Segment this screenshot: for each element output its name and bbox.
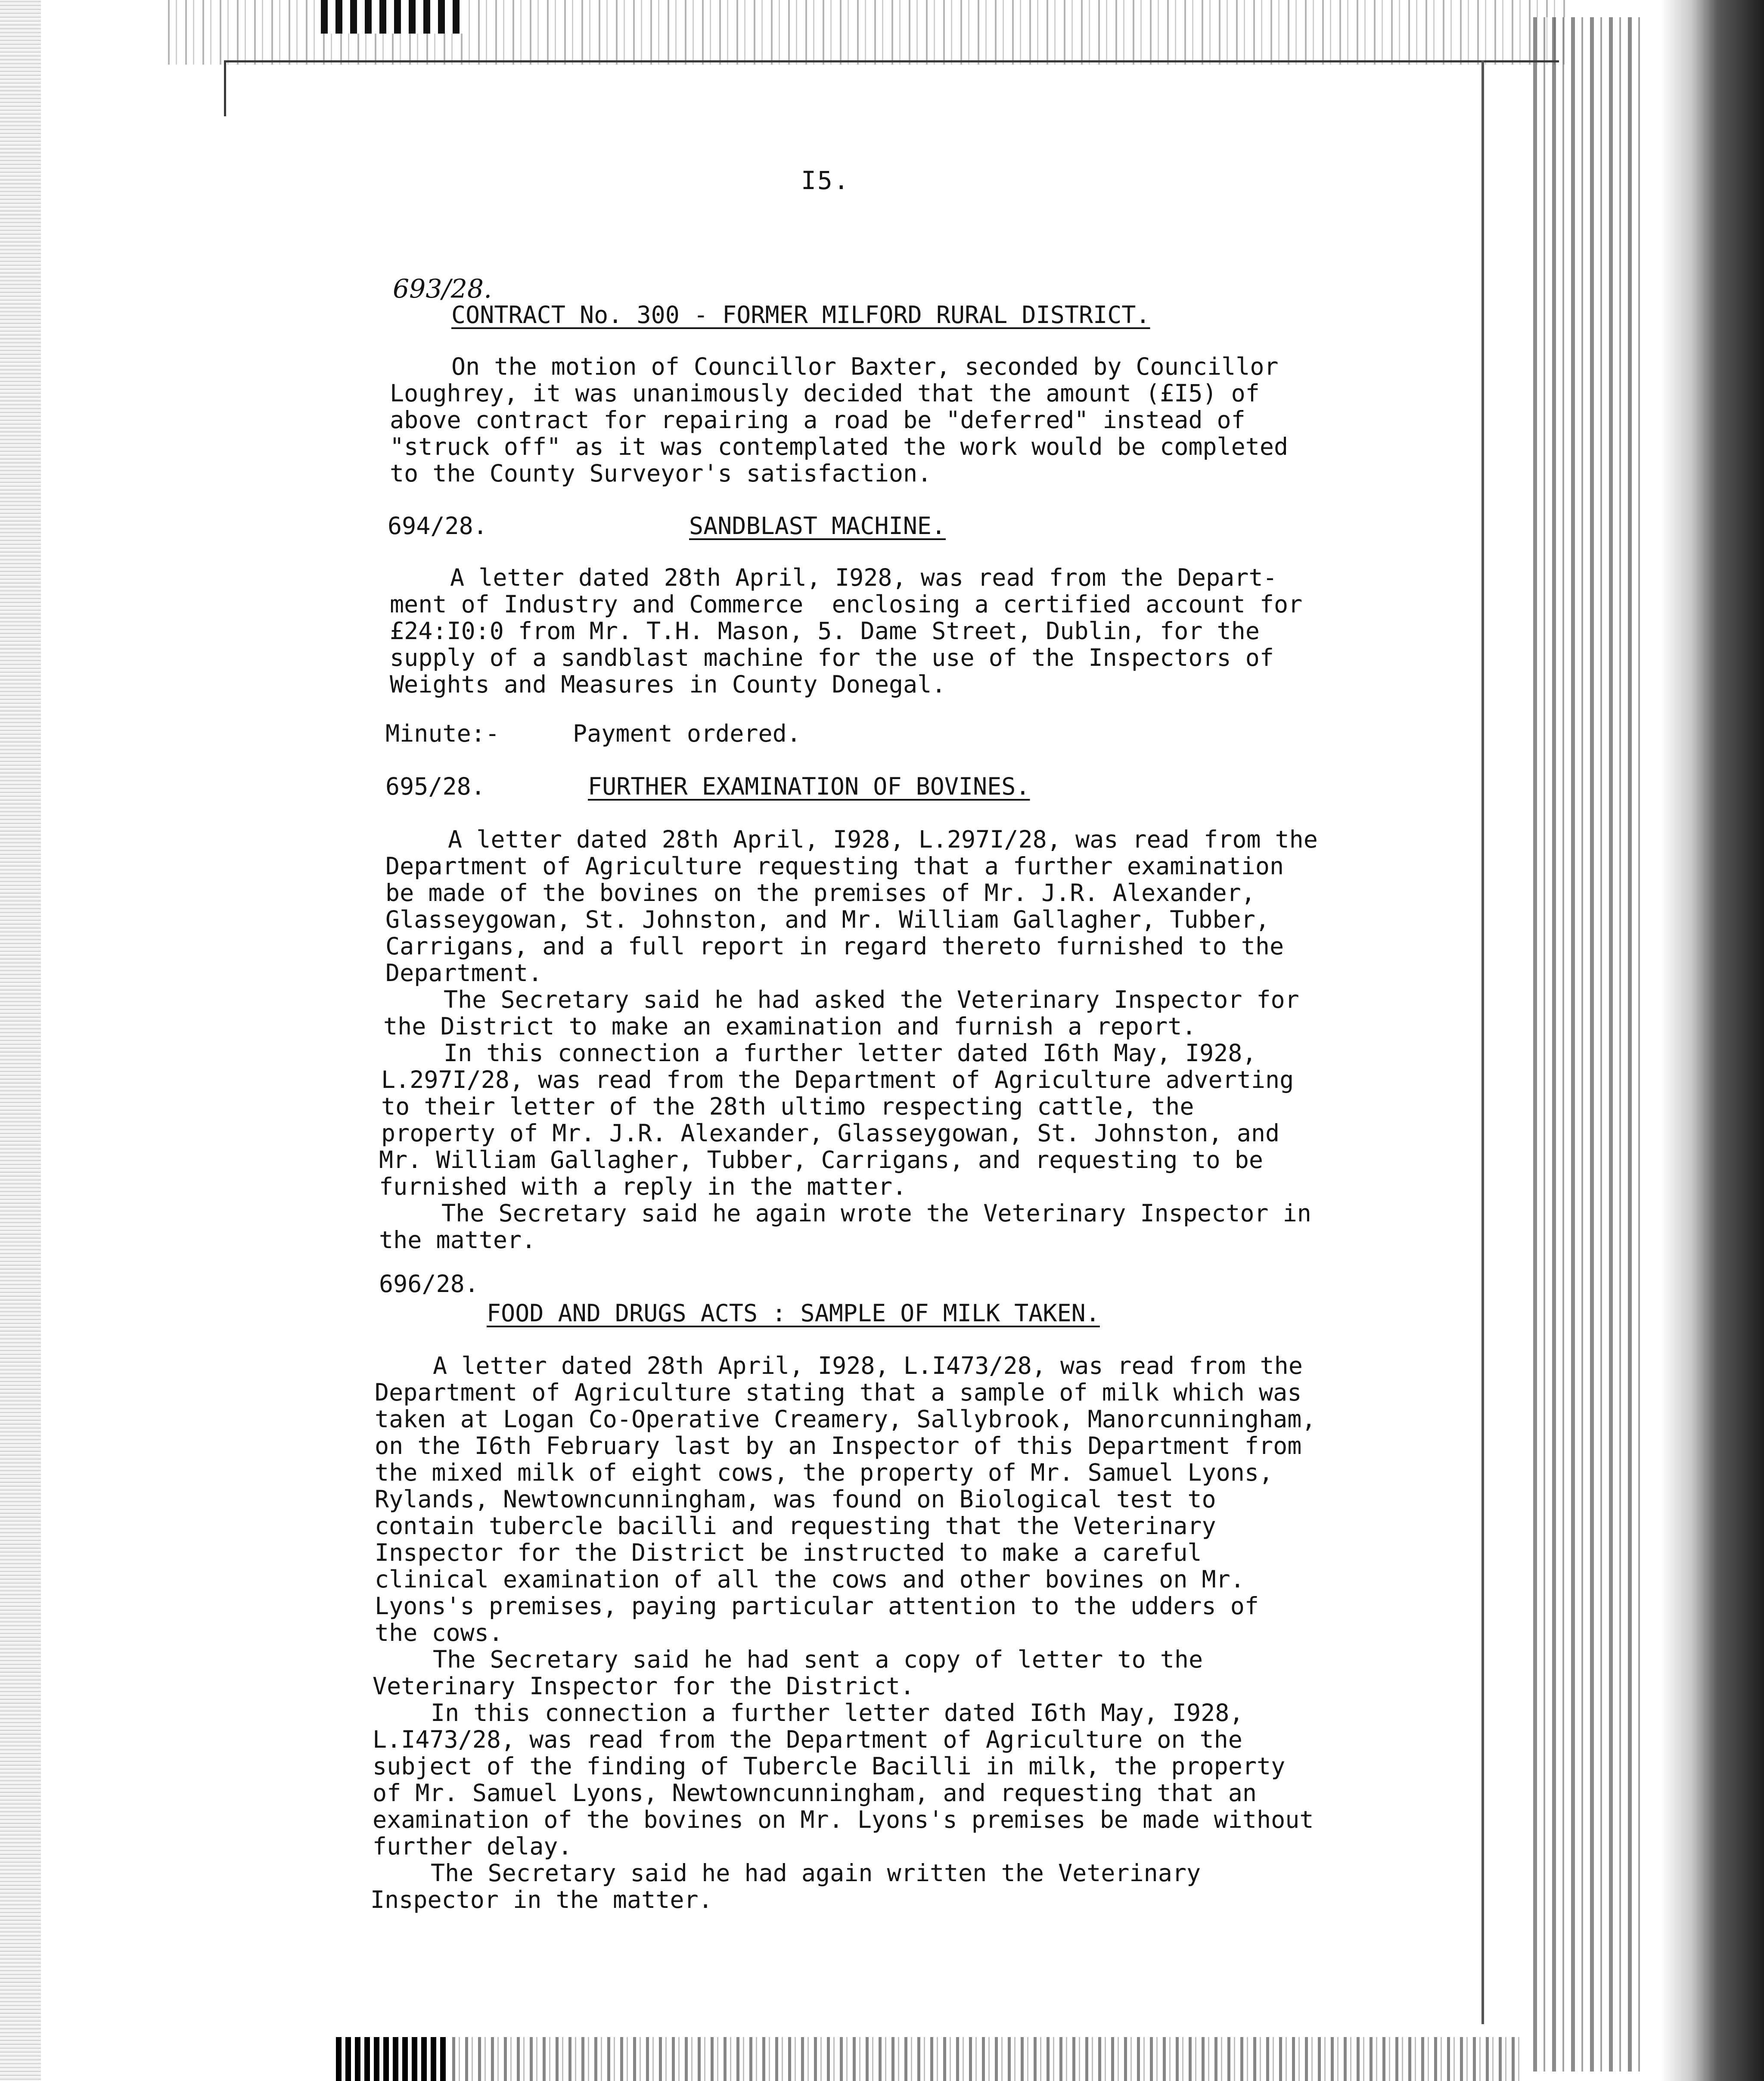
para-694-line-3: £24:I0:0 from Mr. T.H. Mason, 5. Dame Street, Dublin, for the bbox=[390, 617, 1260, 645]
para-696c-line-4: of Mr. Samuel Lyons, Newtowncunningham, and requesting that an bbox=[373, 1779, 1257, 1807]
minute-ref-696: 696/28. bbox=[379, 1270, 479, 1298]
para-695c-line-5: Mr. William Gallagher, Tubber, Carrigans, and requesting to be bbox=[379, 1146, 1263, 1174]
para-695b-line-1: The Secretary said he had asked the Veterinary Inspector for bbox=[444, 986, 1299, 1013]
para-693-line-5: to the County Surveyor's satisfaction. bbox=[390, 460, 932, 487]
para-695c-line-4: property of Mr. J.R. Alexander, Glasseygowan, St. Johnston, and bbox=[381, 1119, 1280, 1147]
heading-further-examination: FURTHER EXAMINATION OF BOVINES. bbox=[588, 773, 1030, 800]
para-696d-line-2: Inspector in the matter. bbox=[370, 1886, 713, 1913]
para-696a-line-1: A letter dated 28th April, I928, L.I473/28, was read from the bbox=[433, 1352, 1303, 1379]
para-695a-line-5: Carrigans, and a full report in regard thereto furnished to the bbox=[385, 932, 1284, 960]
para-695a-line-6: Department. bbox=[385, 959, 543, 987]
para-696a-line-2: Department of Agriculture stating that a sample of milk which was bbox=[375, 1379, 1302, 1406]
para-696a-line-8: Inspector for the District be instructed to make a careful bbox=[375, 1539, 1202, 1566]
para-695d-line-1: The Secretary said he again wrote the Veterinary Inspector in bbox=[441, 1199, 1311, 1227]
para-696a-line-4: on the I6th February last by an Inspector of this Department from bbox=[375, 1432, 1302, 1460]
para-696c-line-2: L.I473/28, was read from the Department of Agriculture on the bbox=[373, 1726, 1242, 1753]
para-695c-line-6: furnished with a reply in the matter. bbox=[379, 1173, 907, 1200]
para-696a-line-5: the mixed milk of eight cows, the property of Mr. Samuel Lyons, bbox=[375, 1459, 1273, 1486]
para-695b-line-2: the District to make an examination and furnish a report. bbox=[383, 1013, 1196, 1040]
para-695a-line-2: Department of Agriculture requesting that a further examination bbox=[385, 852, 1284, 880]
minute-text: Payment ordered. bbox=[573, 720, 801, 747]
para-695a-line-4: Glasseygowan, St. Johnston, and Mr. William Gallagher, Tubber, bbox=[385, 906, 1270, 933]
scan-top-block bbox=[321, 0, 467, 34]
minute-label: Minute:- bbox=[385, 720, 500, 747]
page-left-rule bbox=[224, 60, 226, 116]
para-695a-line-3: be made of the bovines on the premises of Mr. J.R. Alexander, bbox=[385, 879, 1255, 907]
para-694-line-2: ment of Industry and Commerce enclosing a certified account for bbox=[390, 590, 1303, 618]
para-696c-line-3: subject of the finding of Tubercle Bacilli in milk, the property bbox=[373, 1752, 1286, 1780]
scan-left-edge bbox=[0, 0, 41, 2081]
minute-ref-695: 695/28. bbox=[385, 773, 485, 800]
para-694-line-1: A letter dated 28th April, I928, was read from the Depart- bbox=[450, 564, 1277, 591]
para-696d-line-1: The Secretary said he had again written the Veterinary bbox=[431, 1859, 1201, 1887]
scan-right-shadow bbox=[1661, 0, 1764, 2081]
scan-bottom-band bbox=[336, 2037, 1525, 2081]
para-696b-line-1: The Secretary said he had sent a copy of letter to the bbox=[433, 1646, 1203, 1673]
para-695c-line-3: to their letter of the 28th ultimo respecting cattle, the bbox=[381, 1093, 1194, 1120]
para-696b-line-2: Veterinary Inspector for the District. bbox=[373, 1672, 915, 1700]
para-694-line-4: supply of a sandblast machine for the use of the Inspectors of bbox=[390, 644, 1274, 671]
para-696a-line-7: contain tubercle bacilli and requesting that the Veterinary bbox=[375, 1512, 1216, 1540]
scan-bottom-block bbox=[336, 2037, 448, 2081]
para-696c-line-5: examination of the bovines on Mr. Lyons's premises be made without bbox=[373, 1806, 1314, 1833]
para-693-line-2: Loughrey, it was unanimously decided that the amount (£I5) of bbox=[390, 379, 1260, 407]
heading-sandblast-machine: SANDBLAST MACHINE. bbox=[689, 512, 946, 540]
para-696c-line-1: In this connection a further letter dated I6th May, I928, bbox=[431, 1699, 1244, 1727]
para-696a-line-3: taken at Logan Co-Operative Creamery, Sallybrook, Manorcunningham, bbox=[375, 1405, 1316, 1433]
para-696c-line-6: further delay. bbox=[373, 1833, 572, 1860]
heading-food-and-drugs: FOOD AND DRUGS ACTS : SAMPLE OF MILK TAKEN. bbox=[487, 1299, 1100, 1327]
para-695a-line-1: A letter dated 28th April, I928, L.297I/28, was read from the bbox=[448, 826, 1318, 853]
para-696a-line-11: the cows. bbox=[375, 1619, 503, 1646]
page-top-rule bbox=[224, 60, 1559, 62]
para-696a-line-10: Lyons's premises, paying particular attention to the udders of bbox=[375, 1592, 1259, 1620]
heading-contract-300: CONTRACT No. 300 - FORMER MILFORD RURAL DISTRICT. bbox=[451, 301, 1150, 329]
para-696a-line-9: clinical examination of all the cows and other bovines on Mr. bbox=[375, 1565, 1245, 1593]
para-695d-line-2: the matter. bbox=[379, 1226, 536, 1254]
page-number: I5. bbox=[801, 166, 850, 195]
minute-ref-694: 694/28. bbox=[388, 512, 488, 540]
scan-right-bars bbox=[1533, 17, 1643, 2072]
para-693-line-1: On the motion of Councillor Baxter, seconded by Councillor bbox=[451, 353, 1279, 380]
para-695c-line-1: In this connection a further letter dated I6th May, I928, bbox=[444, 1039, 1257, 1067]
para-693-line-4: "struck off" as it was contemplated the work would be completed bbox=[390, 433, 1289, 460]
minute-ref-693: 693/28. bbox=[393, 274, 492, 304]
para-696a-line-6: Rylands, Newtowncunningham, was found on Biological test to bbox=[375, 1485, 1216, 1513]
para-694-line-5: Weights and Measures in County Donegal. bbox=[390, 671, 946, 698]
para-695c-line-2: L.297I/28, was read from the Department of Agriculture adverting bbox=[381, 1066, 1294, 1093]
page-right-rule bbox=[1481, 60, 1484, 2024]
para-693-line-3: above contract for repairing a road be "deferred" instead of bbox=[390, 406, 1245, 434]
